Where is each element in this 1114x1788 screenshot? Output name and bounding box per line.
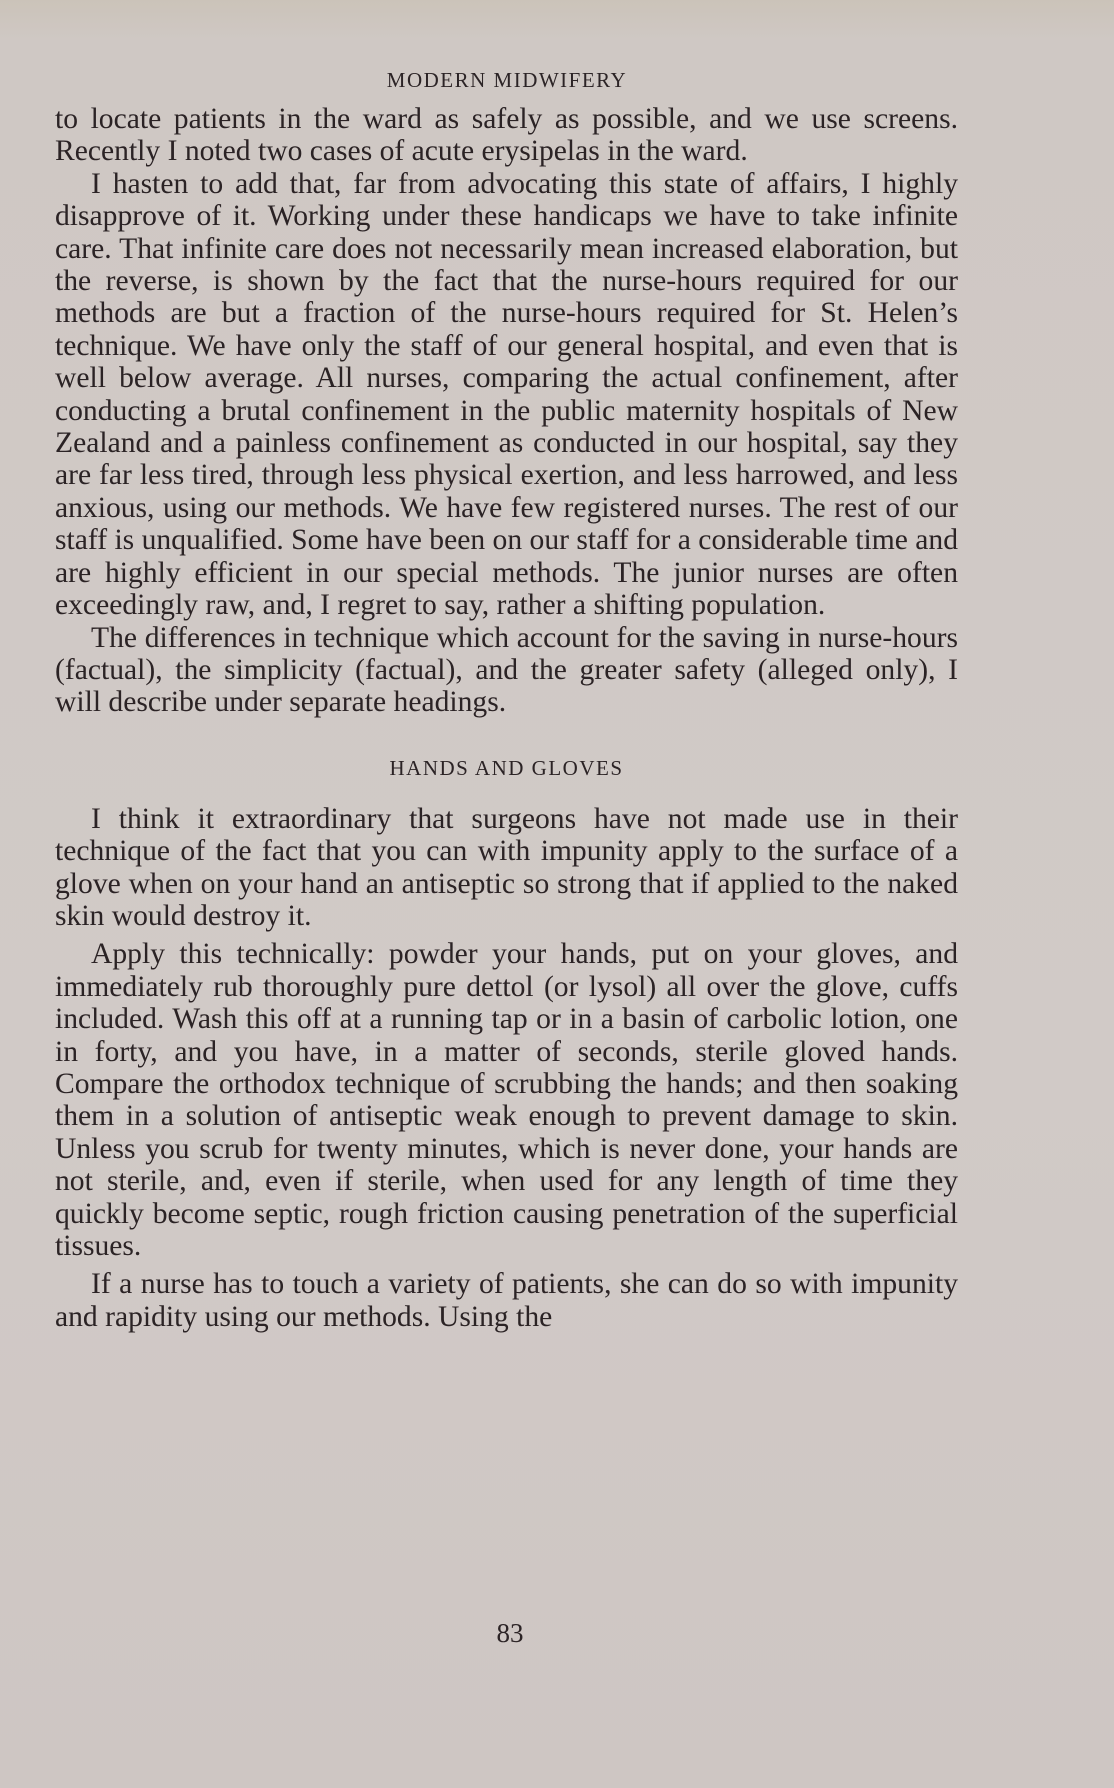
paragraph-nurse-patients: If a nurse has to touch a variety of patients, she can do so with impunity and rapidity using our methods. Using the [55, 1268, 958, 1333]
paragraph-gloves-technique: Apply this technically: powder your hands, put on your gloves, and immediately rub thoroughly pure dettol (or lysol) all over the glove, cuffs included. Wash this off at a running tap or in a basin of carbolic lotion, one in forty, and you have, in a matter of seconds, sterile gloved hands. Compare the orthodox technique of scrubbing the hands; and then soaking them in a solution of antiseptic weak enough to prevent damage to skin. Unless you scrub for twenty minutes, which is never done, your hands are not sterile, and, even if sterile, when used for any length of time they quickly become septic, rough friction causing penetration of the superficial tissues. [55, 938, 958, 1262]
running-head: MODERN MIDWIFERY [386, 68, 628, 92]
paragraph-differences: The differences in technique which account for the saving in nurse-hours (factual), the simplicity (factual), and the greater safety (alleged only), I will describe under separate headings. [55, 621, 958, 719]
page-number: 83 [496, 1618, 524, 1648]
section-heading: HANDS AND GLOVES [389, 755, 624, 780]
paragraph-gloves-intro: I think it extraordinary that surgeons have not made use in their technique of the fact that you can with impunity apply to the surface of a glove when on your hand an antiseptic so strong that if applied to the naked skin would destroy it. [55, 802, 958, 932]
paragraph-staffing: I hasten to add that, far from advocating this state of affairs, I highly disapprove of it. Working under these handicaps we have to take infinite care. That infinite care does not necessarily mean increased elaboration, but the reverse, is shown by the fact that the nurse-hours required for our methods are but a fraction of the nurse-hours required for St. Helen’s technique. We have only the staff of our general hospital, and even that is well below average. All nurses, comparing the actual confinement, after conducting a brutal confinement in the public maternity hospitals of New Zealand and a painless confinement as conducted in our hospital, say they are far less tired, through less physical exertion, and less harrowed, and less anxious, using our methods. We have few registered nurses. The rest of our staff is unqualified. Some have been on our staff for a considerable time and are highly efficient in our special methods. The junior nurses are often exceedingly raw, and, I regret to say, rather a shifting population. [55, 167, 958, 622]
paragraph-continued: to locate patients in the ward as safely as possible, and we use screens. Recently I noted two cases of acute erysipelas in the ward. [55, 103, 958, 168]
body-text [55, 103, 958, 1333]
